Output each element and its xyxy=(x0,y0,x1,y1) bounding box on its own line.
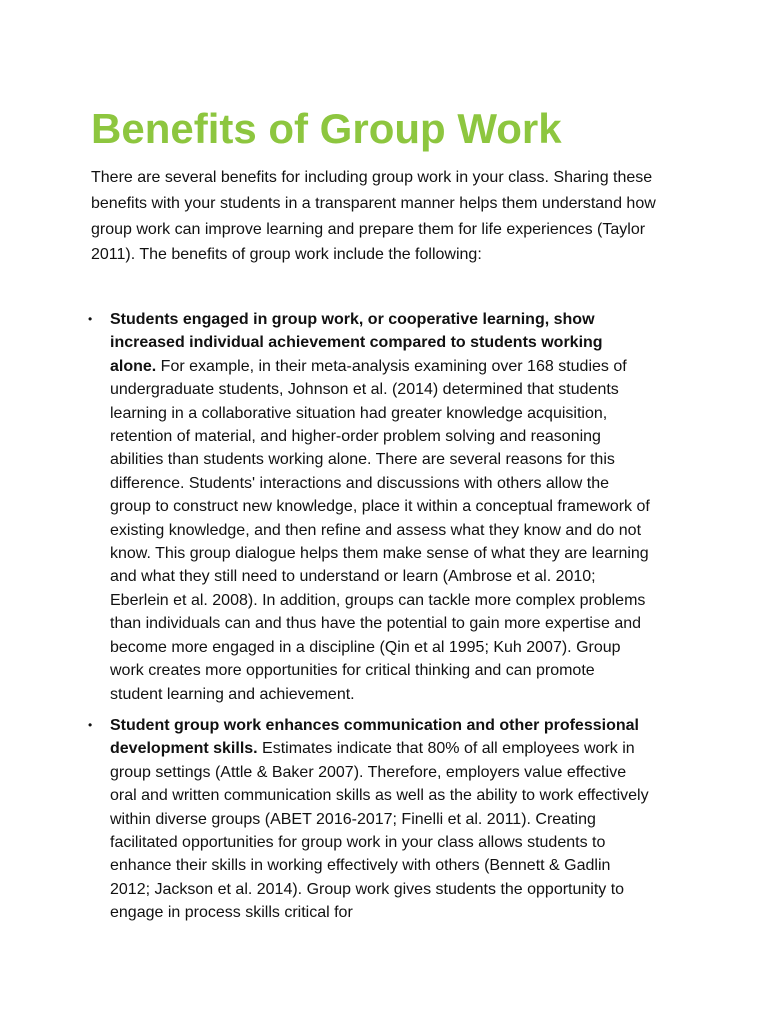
bullet-heading: Student group work enhances communication and other professional development skills. xyxy=(110,716,639,758)
bullet-body: Estimates indicate that 80% of all employees work in group settings (Attle & Baker 2007). Therefore, employers value effective oral and written communication skills as well as the ability to work effectively within diverse groups (ABET 2016-2017; Finelli et al. 2011). Creating facilitated opportunities for group work in your class allows students to enhance their skills in working effectively with others (Bennett & Gadlin 2012; Jackson et al. 2014). Group work gives students the opportunity to engage in process skills critical for xyxy=(110,740,649,922)
bullet-heading: Students engaged in group work, or cooperative learning, show increased individual achievement compared to students working alone. xyxy=(110,311,603,375)
bullet-icon: • xyxy=(88,717,93,732)
bullet-icon: • xyxy=(88,312,93,326)
list-item xyxy=(0,714,650,925)
benefits-list xyxy=(0,308,768,925)
list-item xyxy=(0,308,650,706)
page-title: Benefits of Group Work xyxy=(91,105,562,152)
intro-paragraph: There are several benefits for including group work in your class. Sharing these benefits with your students in a transparent manner helps them understand how group work can improve learning and prepare them for life experiences (Taylor 2011). The benefits of group work include the following: xyxy=(91,169,656,264)
bullet-body: For example, in their meta-analysis examining over 168 studies of undergraduate students, Johnson et al. (2014) determined that students learning in a collaborative situation had greater knowledge acquisition, retention of material, and higher-order problem solving and reasoning abilities than students working alone. There are several reasons for this difference. Students' interactions and discussions with others allow the group to construct new knowledge, place it within a conceptual framework of existing knowledge, and then refine and assess what they know and do not know. This group dialogue helps them make sense of what they are learning and what they still need to understand or learn (Ambrose et al. 2010; Eberlein et al. 2008). In addition, groups can tackle more complex problems than individuals can and thus have the potential to gain more expertise and become more engaged in a discipline (Qin et al 1995; Kuh 2007). Group work creates more opportunities for critical thinking and can promote student learning and achievement. xyxy=(110,357,650,703)
